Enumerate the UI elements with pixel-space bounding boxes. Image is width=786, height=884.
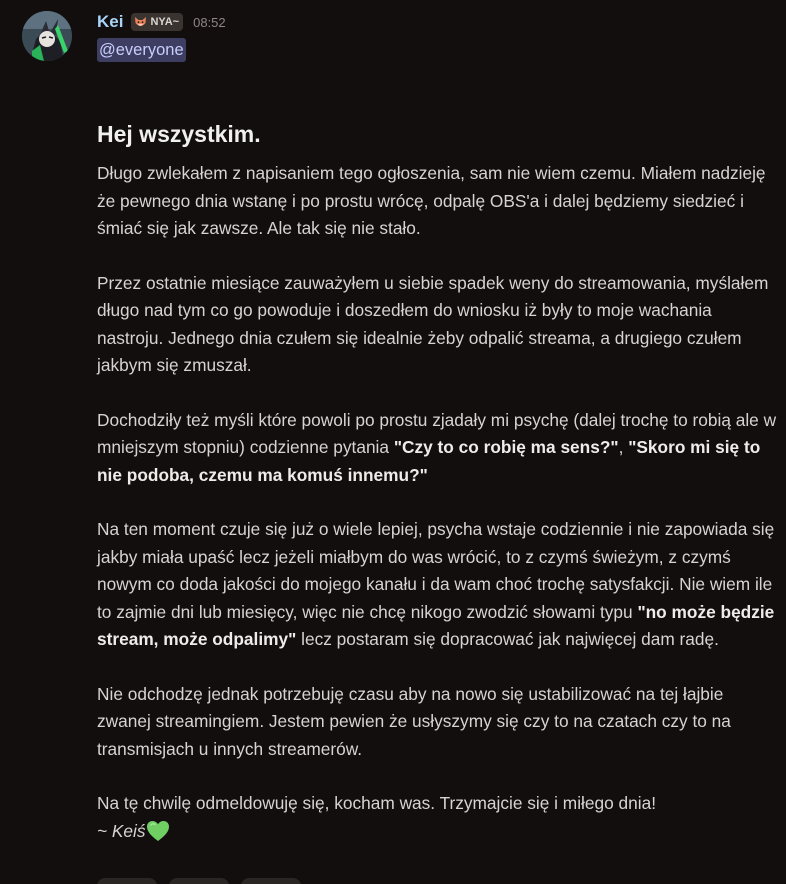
everyone-mention[interactable]: @everyone <box>97 38 186 62</box>
paragraph-3-quote-1: "Czy to co robię ma sens?" <box>393 437 619 457</box>
username[interactable]: Kei <box>97 12 124 31</box>
paragraph-3 <box>97 407 777 490</box>
paragraph-3-quote-2: "Skoro mi się to nie podoba, czemu ma komuś innemu?" <box>97 437 761 485</box>
message-content <box>97 116 777 845</box>
message-header <box>97 10 226 34</box>
reaction-button[interactable] <box>97 878 157 884</box>
reaction-bar <box>97 878 301 884</box>
reaction-button[interactable] <box>169 878 229 884</box>
paragraph-2: Przez ostatnie miesiące zauważyłem u siebie spadek weny do streamowania, myślałem długo nad tym co go powoduje i doszedłem do wniosku iż były to moje wachania nastroju. Jednego dnia czułem się idealnie żeby odpalić streama, a drugiego czułem jakbym się zmuszał. <box>97 272 769 375</box>
paragraph-4-end: lecz postaram się dopracować jak najwięcej dam radę. <box>296 629 719 649</box>
server-tag-label: NYA~ <box>150 16 180 28</box>
avatar[interactable] <box>22 11 72 61</box>
reaction-button[interactable] <box>241 878 301 884</box>
message-timestamp[interactable]: 08:52 <box>193 14 226 30</box>
signature: ~ Keiś <box>97 820 146 841</box>
paragraph-3-separator: , <box>618 437 629 457</box>
paragraph-4-quote: "no może będzie stream, może odpalimy" <box>97 601 775 649</box>
server-tag[interactable] <box>131 13 183 31</box>
paragraph-1: Długo zwlekałem z napisaniem tego ogłoszenia, sam nie wiem czemu. Miałem nadzieję że pewnego dnia wstanę i po prostu wrócę, odpalę OBS'a i dalej będziemy siedzieć i śmiać się jak zawsze. Ale tak się nie stało. <box>97 163 766 238</box>
paragraph-4-text: Na ten moment czuje się już o wiele lepiej, psycha wstaje codziennie i nie zapowiada się jakby miała upaść lecz jeżeli miałbym do was wrócić, to z czymś świeżym, z czymś nowym co doda jakości do mojego kanału i da wam choć trochę satysfakcji. Nie wiem ile to zajmie dni lub miesięcy, więc nie chcę nikogo zwodzić słowami typu <box>97 519 775 622</box>
paragraph-6-text: Na tę chwilę odmeldowuję się, kocham was. Trzymajcie się i miłego dnia! <box>97 793 656 813</box>
message-heading: Hej wszystkim. <box>97 121 261 147</box>
paragraph-6 <box>97 790 777 845</box>
paragraph-5: Nie odchodzę jednak potrzebuję czasu aby na nowo się ustabilizować na tej łajbie zwanej streamingiem. Jestem pewien że usłyszymy się czy to na czatach czy to na transmisjach u innych streamerów. <box>97 683 731 759</box>
paragraph-4 <box>97 516 777 654</box>
paragraph-3-text: Dochodziły też myśli które powoli po prostu zjadały mi psychę (dalej trochę to robią ale w mniejszym stopniu) codzienne pytania <box>97 409 777 457</box>
fox-face-icon <box>134 16 147 29</box>
green-heart-icon[interactable] <box>146 820 170 842</box>
avatar-image <box>22 11 72 61</box>
